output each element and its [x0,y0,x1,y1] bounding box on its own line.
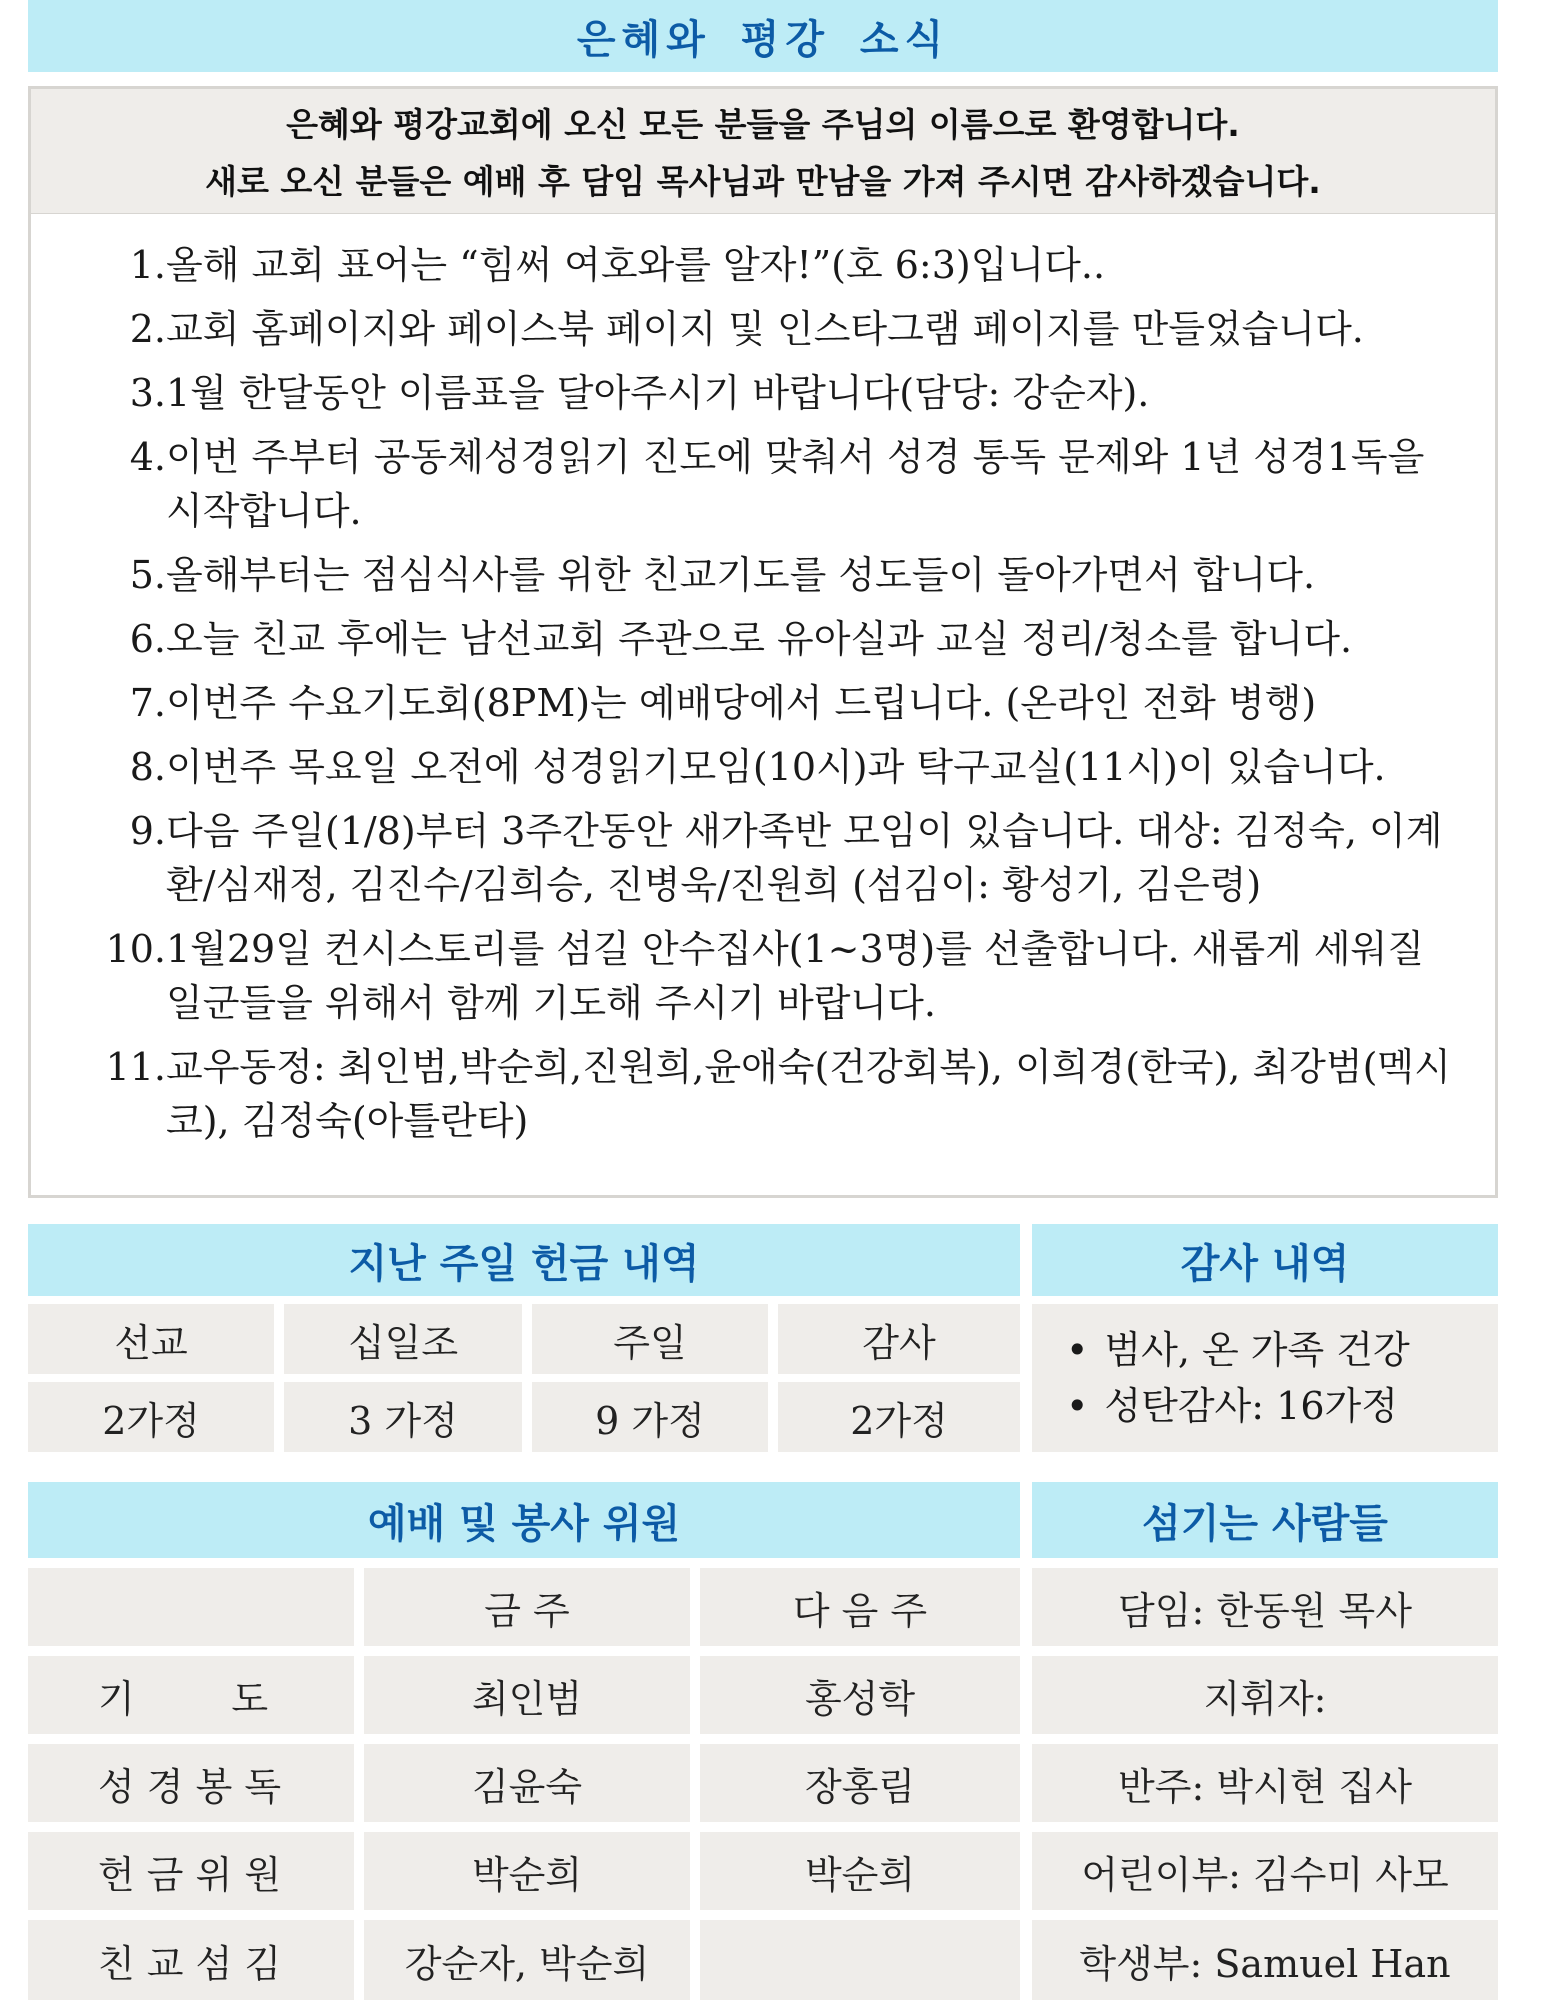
notice-item [31,676,1491,730]
notice-item [31,740,1491,794]
servants-section-title: 섬기는 사람들 [1032,1482,1498,1558]
prayer-next-week: 홍성학 [700,1656,1020,1734]
thanks-box [1032,1304,1498,1452]
notice-number: 2. [129,307,166,351]
notice-item [31,548,1491,602]
notice-item [31,430,1491,538]
notice-item [31,804,1491,912]
offering-header-tithe: 십일조 [284,1304,522,1374]
notice-text: 1월29일 컨시스토리를 섬길 안수집사(1~3명)를 선출합니다. 새롭게 세워질 일군들을 위해서 함께 기도해 주시기 바랍니다. [166,927,1425,1025]
notice-text: 1월 한달동안 이름표을 달아주시기 바랍니다(담당: 강순자). [166,371,1150,415]
fellowship-this-week: 강순자, 박순희 [364,1920,690,2000]
worship-header-next-week: 다 음 주 [700,1568,1020,1646]
offering-header-thanks: 감사 [778,1304,1020,1374]
notice-item [31,302,1491,356]
scripture-this-week: 김윤숙 [364,1744,690,1822]
offering-committee-this-week: 박순희 [364,1832,690,1910]
servant-accompanist: 반주: 박시현 집사 [1032,1744,1498,1822]
notice-item [31,238,1491,292]
welcome-line-1: 은혜와 평강교회에 오신 모든 분들을 주님의 이름으로 환영합니다. [286,105,1240,144]
offering-value-sunday: 9 가정 [532,1382,768,1452]
role-fellowship-service: 친 교 섬 김 [28,1920,354,2000]
scripture-next-week: 장홍림 [700,1744,1020,1822]
thanks-item: • 성탄감사: 16가정 [1066,1378,1498,1434]
notice-item [31,612,1491,666]
notice-number: 9. [129,809,166,853]
notice-number: 7. [129,681,166,725]
offering-section-title: 지난 주일 헌금 내역 [28,1224,1020,1296]
role-prayer: 기 도 [28,1656,354,1734]
notice-number: 8. [129,745,166,789]
notice-number: 4. [129,435,166,479]
notice-box [28,214,1498,1198]
notice-number: 11. [105,1045,166,1089]
notice-text: 올해부터는 점심식사를 위한 친교기도를 성도들이 돌아가면서 합니다. [166,553,1316,597]
notice-item [31,1040,1491,1148]
notice-text: 교우동정: 최인범,박순희,진원희,윤애숙(건강회복), 이희경(한국), 최강범(멕시코), 김정숙(아틀란타) [166,1045,1451,1143]
offering-value-tithe: 3 가정 [284,1382,522,1452]
role-offering-committee: 헌 금 위 원 [28,1832,354,1910]
role-scripture-reading: 성 경 봉 독 [28,1744,354,1822]
offering-header-mission: 선교 [28,1304,274,1374]
offering-value-mission: 2가정 [28,1382,274,1452]
notice-number: 6. [129,617,166,661]
notice-number: 1. [129,243,166,287]
notice-text: 오늘 친교 후에는 남선교회 주관으로 유아실과 교실 정리/청소를 합니다. [166,617,1353,661]
thanks-list [1066,1322,1498,1434]
servant-youth-ministry: 학생부: Samuel Han [1032,1920,1498,2000]
servant-children-ministry: 어린이부: 김수미 사모 [1032,1832,1498,1910]
offering-committee-next-week: 박순희 [700,1832,1020,1910]
servant-conductor: 지휘자: [1032,1656,1498,1734]
notice-item [31,922,1491,1030]
notice-number: 10. [105,927,166,971]
worship-header-blank [28,1568,354,1646]
page-title: 은혜와 평강 소식 [28,0,1498,72]
notice-number: 5. [129,553,166,597]
notice-text: 이번 주부터 공동체성경읽기 진도에 맞춰서 성경 통독 문제와 1년 성경1독을 시작합니다. [166,435,1425,533]
thanks-section-title: 감사 내역 [1032,1224,1498,1296]
notice-text: 이번주 목요일 오전에 성경읽기모임(10시)과 탁구교실(11시)이 있습니다. [166,745,1386,789]
fellowship-next-week [700,1920,1020,2000]
notice-list [31,238,1491,1158]
notice-text: 올해 교회 표어는 “힘써 여호와를 알자!”(호 6:3)입니다.. [166,243,1106,287]
welcome-message [28,86,1498,216]
welcome-line-2: 새로 오신 분들은 예배 후 담임 목사님과 만남을 가져 주시면 감사하겠습니다. [205,162,1321,201]
notice-item [31,366,1491,420]
servant-senior-pastor: 담임: 한동원 목사 [1032,1568,1498,1646]
notice-text: 교회 홈페이지와 페이스북 페이지 및 인스타그램 페이지를 만들었습니다. [166,307,1364,351]
thanks-item: • 범사, 온 가족 건강 [1066,1322,1498,1378]
worship-section-title: 예배 및 봉사 위원 [28,1482,1020,1558]
notice-text: 이번주 수요기도회(8PM)는 예배당에서 드립니다. (온라인 전화 병행) [166,681,1317,725]
prayer-this-week: 최인범 [364,1656,690,1734]
offering-header-sunday: 주일 [532,1304,768,1374]
notice-number: 3. [129,371,166,415]
notice-text: 다음 주일(1/8)부터 3주간동안 새가족반 모임이 있습니다. 대상: 김정숙, 이계환/심재정, 김진수/김희승, 진병욱/진원희 (섬김이: 황성기, 김은령) [166,809,1443,907]
worship-header-this-week: 금 주 [364,1568,690,1646]
offering-value-thanks: 2가정 [778,1382,1020,1452]
